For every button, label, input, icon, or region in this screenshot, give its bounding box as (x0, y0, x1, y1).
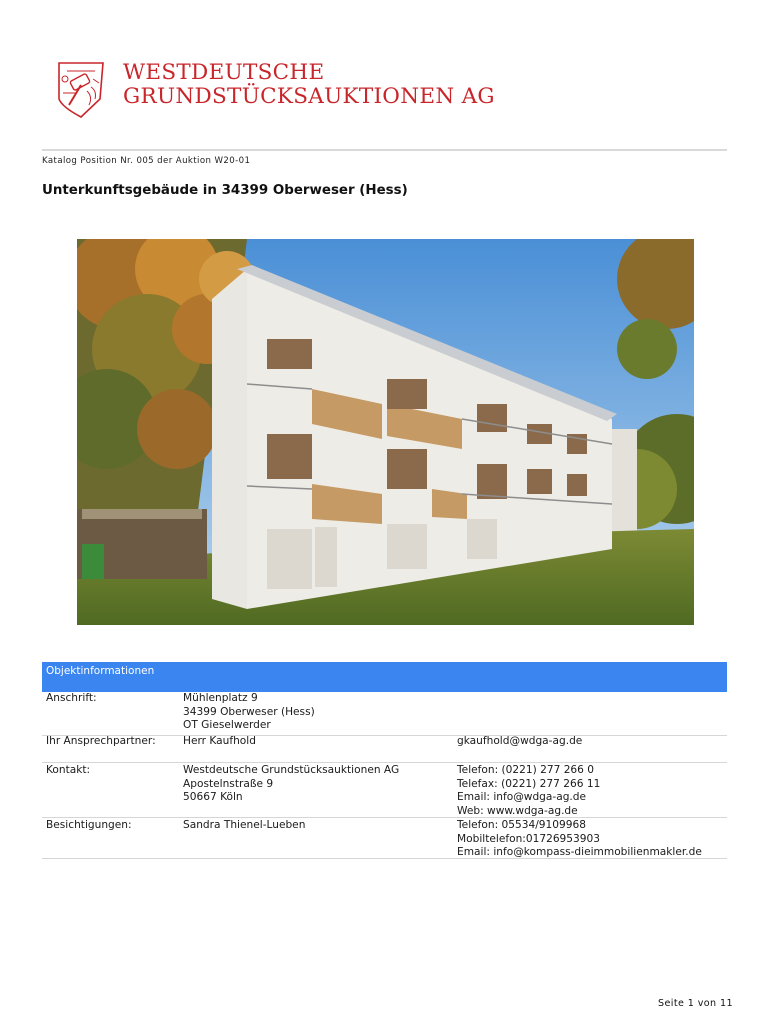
contact-person-label: Ihr Ansprechpartner: (46, 735, 156, 747)
info-row-contact-person (42, 735, 727, 763)
company-name-line1: WESTDEUTSCHE (123, 60, 325, 85)
viewings-name: Sandra Thienel-Lueben (183, 819, 306, 831)
viewings-label: Besichtigungen: (46, 819, 132, 831)
company-street: Apostelnstraße 9 (183, 777, 274, 790)
contact-company (183, 764, 399, 805)
section-header-objektinformationen: Objektinformationen (42, 662, 727, 692)
info-row-address (42, 692, 727, 736)
company-name-text: Westdeutsche Grundstücksauktionen AG (183, 764, 400, 776)
contact-person-email-link[interactable]: gkaufhold@wdga-ag.de (457, 735, 583, 747)
viewings-phone: Telefon: 05534/9109968 (457, 819, 586, 831)
property-photo-illustration (77, 239, 694, 625)
viewings-mobile: Mobiltelefon:01726953903 (457, 832, 601, 845)
address-label: Anschrift: (46, 692, 97, 704)
contact-email-link[interactable]: Email: info@wdga-ag.de (457, 791, 587, 803)
property-photo (77, 239, 694, 625)
info-row-viewings (42, 817, 727, 859)
address-street: Mühlenplatz 9 (183, 692, 258, 704)
auction-gavel-logo-icon (53, 57, 109, 119)
contact-phone: Telefon: (0221) 277 266 0 (457, 764, 595, 776)
info-row-contact (42, 762, 727, 818)
address-district: OT Gieselwerder (183, 719, 271, 731)
viewings-details (457, 819, 702, 860)
contact-web-link[interactable]: Web: www.wdga-ag.de (457, 804, 578, 817)
address-city: 34399 Oberweser (Hess) (183, 705, 315, 718)
page-number: Seite 1 von 11 (657, 998, 733, 1009)
company-name-line2: GRUNDSTÜCKSAUKTIONEN AG (123, 84, 495, 109)
catalog-position: Katalog Position Nr. 005 der Auktion W20-01 (42, 156, 251, 166)
company-logo (53, 57, 513, 119)
page-title: Unterkunftsgebäude in 34399 Oberweser (Hess) (42, 183, 408, 198)
contact-label: Kontakt: (46, 764, 91, 776)
contact-fax: Telefax: (0221) 277 266 11 (457, 777, 601, 790)
contact-person-name: Herr Kaufhold (183, 735, 256, 747)
contact-details (457, 764, 600, 818)
address-value (183, 692, 315, 733)
company-name (123, 61, 495, 109)
company-city: 50667 Köln (183, 791, 243, 803)
viewings-email-link[interactable]: Email: info@kompass-dieimmobilienmakler.de (457, 846, 702, 858)
header-divider (42, 149, 727, 151)
